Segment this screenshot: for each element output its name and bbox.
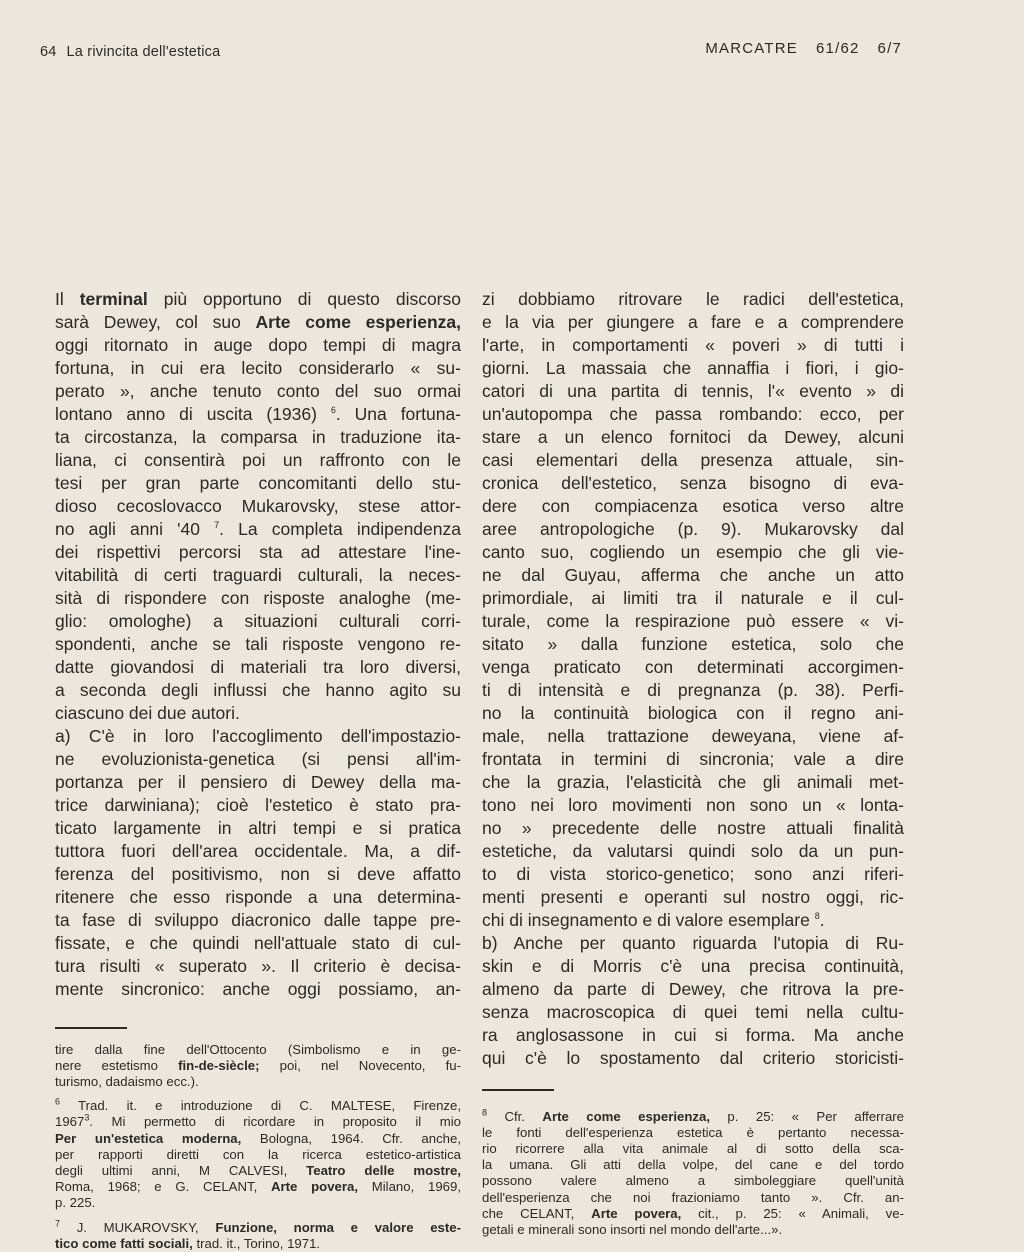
text-run: fortuna, in cui era lecito considerarlo « su- xyxy=(55,358,461,378)
text-run: datte giovandosi di materiali tra loro diversi, xyxy=(55,657,461,677)
magazine-name: MARCATRE xyxy=(705,40,798,57)
text-run: getali e minerali sono insorti nel mondo dell'arte...». xyxy=(482,1221,783,1237)
body-line xyxy=(55,817,461,840)
body-line xyxy=(482,610,904,633)
text-run: giorni. La massaia che annaffia i fiori, i gio- xyxy=(482,358,904,378)
body-line xyxy=(55,518,461,541)
text-run: casi elementari della presenza attuale, sin- xyxy=(482,450,904,470)
body-line xyxy=(482,955,904,978)
note-reference: 6 xyxy=(330,405,336,416)
note-reference: 3 xyxy=(84,1112,90,1123)
body-line xyxy=(55,909,461,932)
note-reference: 7 xyxy=(55,1218,61,1229)
body-line xyxy=(55,495,461,518)
text-run: menti presenti e operanti sul nostro oggi, ric- xyxy=(482,887,904,907)
body-line xyxy=(55,564,461,587)
text-run: a) C'è in loro l'accoglimento dell'impostazio- xyxy=(55,726,461,746)
footnote-line xyxy=(55,1179,461,1195)
body-line xyxy=(55,794,461,817)
body-line xyxy=(482,817,904,840)
body-line xyxy=(482,426,904,449)
text-run: ra anglosassone in cui si forma. Ma anche xyxy=(482,1025,904,1045)
text-run: perato », anche tenuto conto del suo ormai xyxy=(55,381,461,401)
body-line xyxy=(482,794,904,817)
body-line xyxy=(482,978,904,1001)
footnote-line xyxy=(482,1141,904,1157)
text-run: più opportuno di questo discorso xyxy=(147,289,461,309)
text-run: ti di intensità e di pregnanza (p. 38). Perfi- xyxy=(482,680,904,700)
body-line xyxy=(55,334,461,357)
body-line xyxy=(55,288,461,311)
body-line xyxy=(482,518,904,541)
text-run: oggi ritornato in auge dopo tempi di magra xyxy=(55,335,461,355)
footnote-line xyxy=(482,1173,904,1189)
text-run: 1967 xyxy=(55,1114,85,1130)
text-run: a seconda degli influssi che hanno agito su xyxy=(55,680,461,700)
text-run: poi, nel Novecento, fu- xyxy=(259,1057,462,1073)
footnote-line xyxy=(55,1114,461,1130)
text-run: male, nella trattazione deweyana, viene af- xyxy=(482,726,904,746)
text-run: . xyxy=(819,910,825,930)
body-line xyxy=(55,633,461,656)
text-run: trad. it., Torino, 1971. xyxy=(192,1235,321,1251)
body-line xyxy=(482,725,904,748)
text-run: le fonti dell'esperienza estetica è pertanto necessa- xyxy=(482,1124,904,1140)
left-column xyxy=(55,288,461,1252)
text-run: ne evoluzionista-genetica (si pensi all'im- xyxy=(55,749,461,769)
text-run: Cfr. xyxy=(487,1108,543,1124)
body-line xyxy=(482,449,904,472)
body-line xyxy=(482,863,904,886)
text-run: sarà Dewey, col suo xyxy=(55,312,256,332)
text-run: ciascuno dei due autori. xyxy=(55,703,240,723)
body-line xyxy=(55,541,461,564)
body-line xyxy=(482,748,904,771)
body-line xyxy=(55,357,461,380)
text-run: trice darwiniana); cioè l'estetico è stato pra- xyxy=(55,795,461,815)
body-line xyxy=(55,955,461,978)
body-line xyxy=(482,334,904,357)
text-run: dell'esperienza che noi frazioniamo tanto ». Cfr. an- xyxy=(482,1189,904,1205)
body-line xyxy=(482,495,904,518)
body-line xyxy=(55,403,461,426)
text-run: dei rispettivi percorsi sta ad attestare l'ine- xyxy=(55,542,461,562)
text-run: vitabilità di certi traguardi culturali, la neces- xyxy=(55,565,461,585)
body-line xyxy=(55,886,461,909)
text-run: la umana. Gli atti della volpe, del cane e del tordo xyxy=(482,1157,904,1173)
text-run: liana, ci consentirà poi un raffronto con le xyxy=(55,450,461,470)
text-run: sità di rispondere con risposte analoghe (me- xyxy=(55,588,461,608)
footnote-line xyxy=(482,1222,904,1238)
footnote-line xyxy=(55,1236,461,1252)
text-run: . La completa indipendenza xyxy=(219,519,461,539)
footnote-line xyxy=(482,1206,904,1222)
text-run: primordiale, ai limiti tra il naturale e il cul- xyxy=(482,588,904,608)
text-run: senza macroscopica di quei temi nella cultu- xyxy=(482,1002,904,1022)
text-run: per rapporti diretti con la ricerca estetico-artistica xyxy=(55,1146,461,1162)
text-run: glio: omologhe) a situazioni culturali corri- xyxy=(55,611,461,631)
footnote-line xyxy=(55,1042,461,1058)
text-run: p. 225. xyxy=(55,1195,96,1211)
right-footnotes xyxy=(482,1089,904,1238)
footnote-rule xyxy=(55,1027,127,1029)
text-run: spondenti, anche se tali risposte vengono re- xyxy=(55,634,461,654)
section-title: La rivincita dell'estetica xyxy=(66,44,221,60)
left-body-text xyxy=(55,288,461,1001)
footnote-line xyxy=(482,1109,904,1125)
bold-title: fin-de-siècle; xyxy=(178,1057,260,1073)
text-run: mente sincronico: anche oggi possiamo, an- xyxy=(55,979,461,999)
bold-title: Arte povera, xyxy=(591,1205,682,1221)
text-run: p. 25: « Per afferrare xyxy=(709,1108,904,1124)
body-line xyxy=(482,472,904,495)
text-run: che CELANT, xyxy=(482,1205,592,1221)
body-line xyxy=(55,449,461,472)
issue-number: 6/7 xyxy=(877,40,902,57)
text-run: dioso cecoslovacco Mukarovsky, stese attor- xyxy=(55,496,461,516)
body-line xyxy=(55,978,461,1001)
footnote-line xyxy=(482,1125,904,1141)
text-run: cronica dell'estetico, senza bisogno di eva- xyxy=(482,473,904,493)
body-line xyxy=(55,472,461,495)
text-run: . Mi permetto di ricordare in proposito il mio xyxy=(89,1114,461,1130)
bold-title: Teatro delle mostre, xyxy=(306,1162,461,1178)
text-run: fissate, e che quindi nell'attuale stato di cul- xyxy=(55,933,461,953)
text-run: J. MUKAROVSKY, xyxy=(60,1219,216,1235)
body-line xyxy=(482,656,904,679)
text-run: no agli anni '40 xyxy=(55,519,215,539)
body-line xyxy=(482,311,904,334)
body-line xyxy=(55,932,461,955)
text-run: possono valere almeno a simboleggiare quell'unità xyxy=(482,1173,904,1189)
text-run: turale, come la respirazione può essere « vi- xyxy=(482,611,904,631)
text-run: qui c'è lo spostamento dal criterio storicisti- xyxy=(482,1048,904,1068)
body-line xyxy=(482,771,904,794)
body-line xyxy=(482,564,904,587)
body-line xyxy=(482,1001,904,1024)
footnote-gap xyxy=(55,1212,461,1220)
text-run: canto suo, cogliendo un esempio che gli vie- xyxy=(482,542,904,562)
footnote-line xyxy=(55,1147,461,1163)
bold-title: Arte povera, xyxy=(270,1179,359,1195)
footnote-line xyxy=(482,1157,904,1173)
text-run: nere estetismo xyxy=(55,1057,179,1073)
text-run: no » precedente delle nostre attuali finalità xyxy=(482,818,904,838)
text-run: skin e di Morris c'è una precisa continuità, xyxy=(482,956,904,976)
text-run: stare a un elenco fornitoci da Dewey, alcuni xyxy=(482,427,904,447)
body-line xyxy=(482,679,904,702)
body-line xyxy=(55,863,461,886)
text-run: Roma, 1968; e G. CELANT, xyxy=(55,1179,271,1195)
text-run: lontano anno di uscita (1936) xyxy=(55,404,331,424)
body-line xyxy=(482,1024,904,1047)
text-run: frontata in termini di sincronia; vale a dire xyxy=(482,749,904,769)
body-line xyxy=(55,610,461,633)
body-line xyxy=(55,587,461,610)
body-line xyxy=(482,541,904,564)
body-line xyxy=(55,380,461,403)
text-run: venga praticato con determinati accorgimen- xyxy=(482,657,904,677)
body-line xyxy=(482,403,904,426)
text-run: tuttora fuori dell'area occidentale. Ma, a dif- xyxy=(55,841,461,861)
body-line xyxy=(482,909,904,932)
body-line xyxy=(482,702,904,725)
body-line xyxy=(55,725,461,748)
text-run: turismo, dadaismo ecc.). xyxy=(55,1073,199,1089)
text-run: dere con compiacenza esotica verso altre xyxy=(482,496,904,516)
text-run: ferenza del positivismo, non si deve affatto xyxy=(55,864,461,884)
text-run: l'arte, in comportamenti « poveri » di tutti i xyxy=(482,335,904,355)
footnote-line xyxy=(55,1163,461,1179)
text-run: portanza per il pensiero di Dewey della ma- xyxy=(55,772,461,792)
text-run: tesi per gran parte concomitanti dello stu- xyxy=(55,473,461,493)
footnote xyxy=(55,1098,461,1211)
bold-title: Arte come esperienza, xyxy=(255,312,461,332)
page-number: 64 xyxy=(40,44,57,60)
text-run: . Una fortuna- xyxy=(335,404,462,424)
body-line xyxy=(55,771,461,794)
bold-title: Arte come esperienza, xyxy=(542,1108,710,1124)
right-body-text xyxy=(482,288,904,1070)
text-run: Trad. it. e introduzione di C. MALTESE, Firenze, xyxy=(60,1098,461,1114)
footnote-line xyxy=(55,1220,461,1236)
body-line xyxy=(55,656,461,679)
footnote xyxy=(482,1109,904,1239)
note-reference: 6 xyxy=(55,1096,61,1107)
text-run: ta circostanza, la comparsa in traduzione ita- xyxy=(55,427,461,447)
text-run: tura risulti « superato ». Il criterio è decisa- xyxy=(55,956,461,976)
right-column xyxy=(482,288,904,1238)
footnote-line xyxy=(55,1131,461,1147)
note-reference: 8 xyxy=(814,911,820,922)
body-line xyxy=(482,380,904,403)
text-run: b) Anche per quanto riguarda l'utopia di Ru- xyxy=(482,933,904,953)
body-line xyxy=(55,426,461,449)
footnote-line xyxy=(55,1098,461,1114)
text-run: aree antropologiche (p. 9). Mukarovsky dal xyxy=(482,519,904,539)
running-header-left xyxy=(40,44,220,60)
footnote-rule xyxy=(482,1089,554,1091)
text-run: sitato » dalla funzione estetica, solo che xyxy=(482,634,904,654)
body-line xyxy=(55,702,461,725)
text-run: degli ultimi anni, M CALVESI, xyxy=(55,1162,307,1178)
footnote-line xyxy=(55,1058,461,1074)
text-run: catori di una partita di tennis, l'« evento » di xyxy=(482,381,904,401)
footnote-line xyxy=(482,1190,904,1206)
text-run: estetiche, da valutarsi quindi solo da un pun- xyxy=(482,841,904,861)
footnote-line xyxy=(55,1195,461,1211)
note-reference: 7 xyxy=(214,520,220,531)
footnote-gap xyxy=(55,1090,461,1098)
body-line xyxy=(55,679,461,702)
footnote xyxy=(55,1042,461,1091)
body-line xyxy=(482,357,904,380)
bold-title: terminal xyxy=(79,289,148,309)
body-line xyxy=(482,840,904,863)
text-run: tono nei loro movimenti non sono un « lonta- xyxy=(482,795,904,815)
text-run: tire dalla fine dell'Ottocento (Simbolismo e in ge- xyxy=(55,1041,461,1057)
body-line xyxy=(482,288,904,311)
text-run: rio ricorrere alla vita animale al di sotto della sca- xyxy=(482,1140,904,1156)
text-run: to di vista storico-genetico; sono anzi riferi- xyxy=(482,864,904,884)
issue-label: 61/62 xyxy=(816,40,860,57)
body-line xyxy=(482,932,904,955)
text-run: chi di insegnamento e di valore esemplare xyxy=(482,910,815,930)
footnote-line xyxy=(55,1074,461,1090)
body-line xyxy=(482,1047,904,1070)
text-run: Milano, 1969, xyxy=(358,1179,461,1195)
body-line xyxy=(482,587,904,610)
body-line xyxy=(482,886,904,909)
text-run: cit., p. 25: « Animali, ve- xyxy=(681,1205,904,1221)
text-run: un'autopompa che passa rombando: ecco, per xyxy=(482,404,904,424)
note-reference: 8 xyxy=(482,1107,488,1118)
text-run: ticato largamente in altri tempi e si pratica xyxy=(55,818,461,838)
text-run: no la continuità biologica con il regno ani- xyxy=(482,703,904,723)
bold-title: Funzione, norma e valore este- xyxy=(215,1219,462,1235)
text-run: che la grazia, l'elasticità che gli animali met- xyxy=(482,772,904,792)
footnote xyxy=(55,1220,461,1252)
text-run: Bologna, 1964. Cfr. anche, xyxy=(241,1130,461,1146)
text-run: e la via per giungere a fare e a comprendere xyxy=(482,312,904,332)
text-run: almeno da parte di Dewey, che ritrova la pre- xyxy=(482,979,904,999)
text-run: zi dobbiamo ritrovare le radici dell'estetica, xyxy=(482,289,904,309)
body-line xyxy=(55,840,461,863)
text-run: ne dal Guyau, afferma che anche un atto xyxy=(482,565,904,585)
text-run: Il xyxy=(55,289,80,309)
text-run: ta fase di sviluppo diacronico dalle tappe pre- xyxy=(55,910,461,930)
body-line xyxy=(55,311,461,334)
text-run: ritenere che esso risponde a una determina- xyxy=(55,887,461,907)
body-line xyxy=(55,748,461,771)
running-header-right xyxy=(705,40,902,57)
bold-title: Per un'estetica moderna, xyxy=(55,1130,242,1146)
bold-title: tico come fatti sociali, xyxy=(55,1235,193,1251)
body-line xyxy=(482,633,904,656)
left-footnotes xyxy=(55,1027,461,1252)
